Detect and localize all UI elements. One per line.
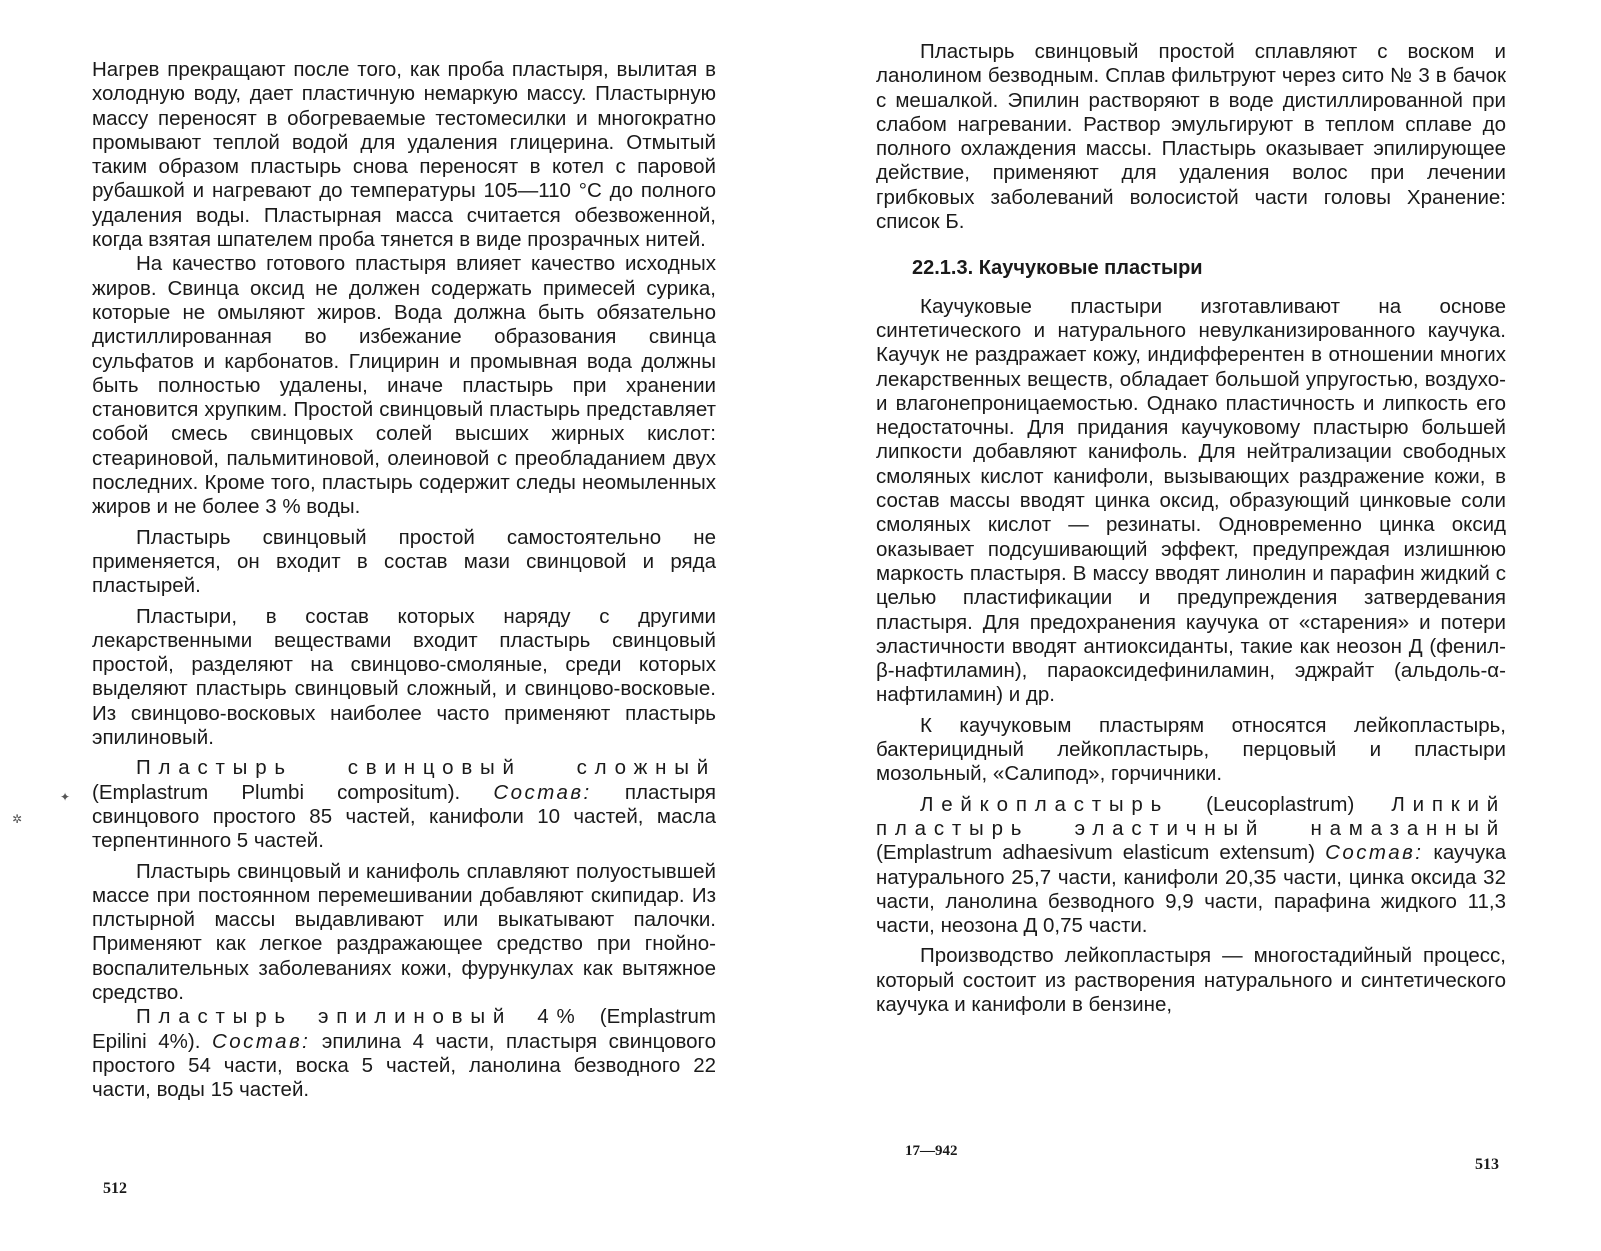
- paragraph: Производство лейкопластыря — многостадийный процесс, который состоит из растворения натурального и синтетического каучука и канифоли в бензине,: [876, 944, 1506, 1016]
- right-text-column: [876, 40, 1506, 1017]
- composition-label: Состав:: [1325, 841, 1424, 865]
- paragraph: Нагрев прекращают после того, как проба пластыря, вылитая в холодную воду, дает пластичную немаркую массу. Пластырную массу переносят в обогреваемые тестомесилки и многократно промывают теплой водой для удаления глицерина. Отмытый таким образом пластырь снова переносят в котел с паровой рубашкой и нагревают до температуры 105—110 °С до полного удаления воды. Пластырная масса считается обезвоженной, когда взятая шпателем проба тянется в виде прозрачных нитей.: [92, 58, 716, 252]
- latin-name: (Leucoplastrum): [1169, 792, 1392, 816]
- composition-text: пластыря свинцового простого 85 частей, канифоли 10 частей, масла терпентинного 5 частей.: [92, 780, 716, 853]
- paragraph: Каучуковые пластыри изготавливают на основе синтетического и натурального невулканизированного каучука. Каучук не раздражает кожу, индифферентен в отношении многих лекарственных веществ, обладает большой упругостью, воздухо- и влагонепроницаемостью. Однако пластичность и липкость его недостаточны. Для придания каучуковому пластырю большей липкости добавляют канифоль. Для нейтрализации свободных смоляных кислот канифоли, вызывающих раздражение кожи, в состав массы вводят цинка оксид, образующий цинковые соли смоляных кислот — резинаты. Одновременно цинка оксид оказывает подсушивающий эффект, предупреждая излишнюю маркость пластыря. В массу вводят линолин и парафин жидкий с целью пластификации и предупреждения затвердевания пластыря. Для предохранения каучука от «старения» и потери эластичности вводят антиоксиданты, такие как неозон Д (фенил-β-нафтиламин), параоксидефиниламин, эджрайт (альдоль-α-нафтиламин) и др.: [876, 294, 1506, 707]
- printer-signature: 17—942: [905, 1143, 958, 1159]
- latin-name: (Emplastrum adhaesivum elasticum extensum): [876, 841, 1326, 865]
- paragraph: Пластырь свинцовый простой самостоятельно не применяется, он входит в состав мази свинцовой и ряда пластырей.: [92, 525, 716, 598]
- paragraph: На качество готового пластыря влияет качество исходных жиров. Свинца оксид не должен содержать примесей сурика, которые не омыляют жиров. Вода должна быть обязательно дистиллированная во избежание образования свинца сульфатов и карбонатов. Глицирин и промывная вода должны быть полностью удалены, иначе пластырь при хранении становится хрупким. Простой свинцовый пластырь представляет собой смесь свинцовых солей высших жирных кислот: стеариновой, пальмитиновой, олеиновой с преобладанием двух последних. Кроме того, пластырь содержит следы неомыленных жиров и не более 3 % воды.: [92, 252, 716, 519]
- paragraph-recipe-epilin: [92, 1005, 716, 1102]
- composition-label: Состав:: [211, 1029, 311, 1053]
- paragraph-recipe-leucoplast: [876, 793, 1506, 939]
- print-speck-icon: ✦: [60, 790, 71, 804]
- page-number: 512: [103, 1180, 127, 1197]
- right-page: [800, 0, 1601, 1251]
- page-number: 513: [1475, 1156, 1499, 1173]
- spaced-term: Лейкопластырь: [920, 792, 1170, 816]
- paragraph: Пластыри, в состав которых наряду с другими лекарственными веществами входит пластырь свинцовый простой, разделяют на свинцово-смоляные, среди которых выделяют пластырь свинцовый сложный, и свинцово-восковые. Из свинцово-восковых наиболее часто применяют пластырь эпилиновый.: [92, 604, 716, 750]
- spaced-term: Пластырь эпилиновый 4%: [136, 1005, 583, 1029]
- latin-name: (Emplastrum Epilini 4%).: [92, 1005, 716, 1053]
- print-speck-icon: ✲: [12, 812, 23, 826]
- paragraph: Пластырь свинцовый простой сплавляют с воском и ланолином безводным. Сплав фильтруют через сито № 3 в бачок с мешалкой. Эпилин растворяют в воде дистиллированной при слабом нагревании. Раствор эмульгируют в теплом сплаве до полного охлаждения массы. Пластырь оказывает эпилирующее действие, применяют для удаления волос при лечении грибковых заболеваний волосистой части головы Хранение: список Б.: [876, 40, 1506, 234]
- paragraph-recipe-complex: [92, 756, 716, 853]
- section-heading: 22.1.3. Каучуковые пластыри: [912, 257, 1203, 280]
- latin-name: (Emplastrum Plumbi compositum).: [92, 780, 494, 804]
- left-page: [0, 0, 800, 1251]
- composition-text: эпилина 4 части, пластыря свинцового простого 54 части, воска 5 частей, ланолина безводного 22 части, воды 15 частей.: [92, 1029, 716, 1102]
- left-text-column: [92, 58, 716, 1102]
- composition-label: Состав:: [493, 780, 592, 804]
- spaced-term: Пластырь свинцовый сложный: [136, 756, 716, 780]
- composition-text: каучука натурального 25,7 части, канифоли 20,35 части, цинка оксида 32 части, ланолина безводного 9,9 части, парафина жидкого 11,3 части, неозона Д 0,75 части.: [876, 841, 1506, 938]
- paragraph: Пластырь свинцовый и канифоль сплавляют полуостывшей массе при постоянном перемешивании добавляют скипидар. Из плстырной массы выдавливают или выкатывают палочки. Применяют как легкое раздражающее средство при гнойно-воспалительных заболеваниях кожи, фурункулах как вытяжное средство.: [92, 859, 716, 1004]
- spaced-term: Липкий пластырь эластичный намазанный: [876, 792, 1506, 840]
- paragraph: К каучуковым пластырям относятся лейкопластырь, бактерицидный лейкопластырь, перцовый и пластыри мозольный, «Салипод», горчичники.: [876, 713, 1506, 786]
